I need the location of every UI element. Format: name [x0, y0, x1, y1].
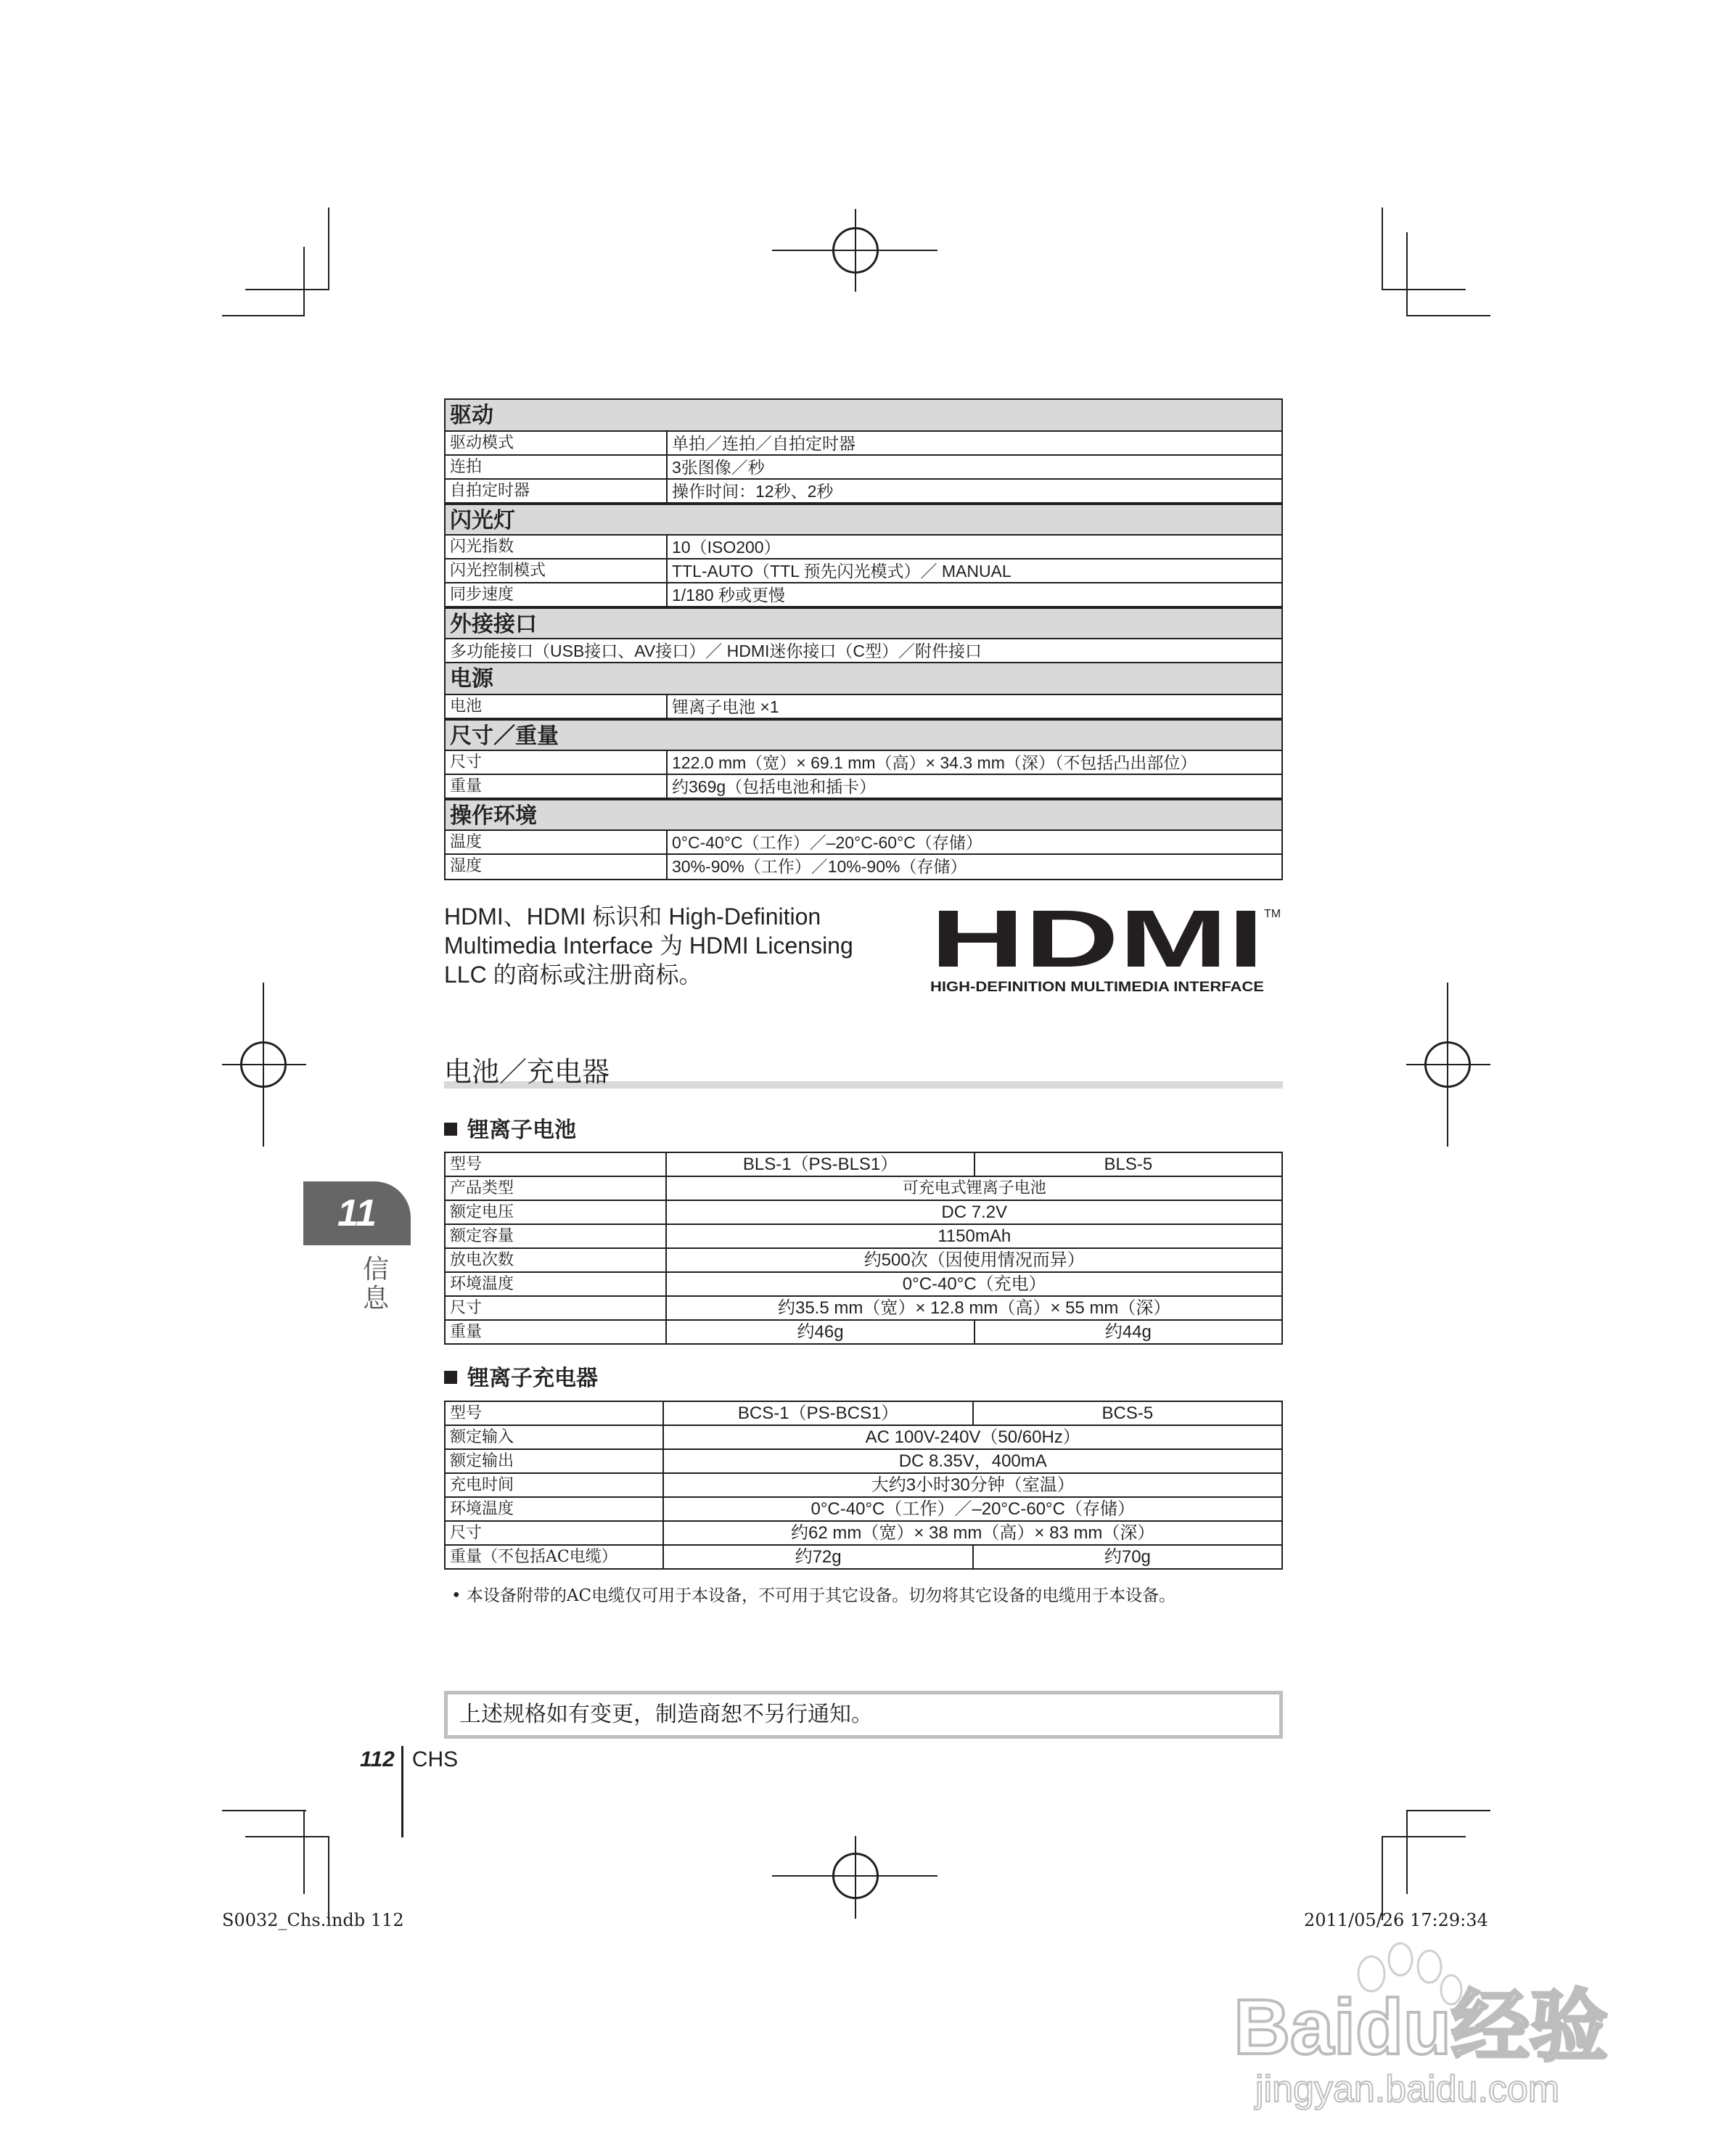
crop-mark — [1406, 1810, 1408, 1894]
crop-mark — [1382, 1836, 1466, 1837]
table-row: 放电次数 约500次（因使用情况而异） — [445, 1248, 1282, 1272]
table-row: 驱动模式 单拍／连拍／自拍定时器 — [446, 432, 1281, 456]
table-row: 型号 BLS-1（PS-BLS1） BLS-5 — [445, 1152, 1282, 1176]
table-row: 多功能接口（USB接口、AV接口）／ HDMI迷你接口（C型）／附件接口 — [446, 639, 1281, 663]
table-row: 额定容量 1150mAh — [445, 1224, 1282, 1248]
charger-table — [444, 1401, 1283, 1570]
registration-target — [832, 227, 879, 274]
table-row: 充电时间 大约3小时30分钟（室温） — [445, 1473, 1282, 1497]
section-header: 外接接口 — [446, 607, 1281, 639]
page-divider — [401, 1746, 403, 1837]
square-bullet-icon — [444, 1371, 457, 1384]
table-row: 闪光控制模式 TTL-AUTO（TTL 预先闪光模式）／ MANUAL — [446, 560, 1281, 583]
table-row: 尺寸 约62 mm（宽）× 38 mm（高）× 83 mm（深） — [445, 1521, 1282, 1545]
footer-timestamp: 2011/05/26 17:29:34 — [1304, 1910, 1488, 1930]
crop-mark — [1406, 315, 1490, 316]
hdmi-logo — [926, 903, 1286, 997]
table-row: 环境温度 0°C-40°C（充电） — [445, 1272, 1282, 1296]
table-row: 型号 BCS-1（PS-BCS1） BCS-5 — [445, 1401, 1282, 1425]
registration-target — [240, 1041, 287, 1088]
section-header: 闪光灯 — [446, 504, 1281, 536]
baidu-watermark — [1219, 1930, 1625, 2112]
section-header: 电源 — [446, 663, 1281, 695]
registration-target — [832, 1853, 879, 1899]
crop-mark — [222, 315, 305, 316]
table-row: 自拍定时器 操作时间：12秒、2秒 — [446, 480, 1281, 504]
table-row: 额定输入 AC 100V-240V（50/60Hz） — [445, 1425, 1282, 1449]
table-row: 环境温度 0°C-40°C（工作）／–20°C-60°C（存储） — [445, 1497, 1282, 1521]
hdmi-logo-tm: TM — [1264, 908, 1281, 920]
table-row: 尺寸 约35.5 mm（宽）× 12.8 mm（高）× 55 mm（深） — [445, 1296, 1282, 1320]
crop-mark — [245, 289, 329, 290]
crop-mark — [245, 1836, 329, 1837]
table-row: 湿度 30%-90%（工作）／10%-90%（存储） — [446, 855, 1281, 879]
table-row: 额定输出 DC 8.35V，400mA — [445, 1449, 1282, 1473]
section-header: 操作环境 — [446, 799, 1281, 831]
table-row: 连拍 3张图像／秒 — [446, 456, 1281, 480]
section-header: 驱动 — [446, 400, 1281, 432]
crop-mark — [1406, 1810, 1490, 1811]
spec-table — [444, 398, 1283, 880]
watermark-url: jingyan.baidu.com — [1255, 2068, 1560, 2110]
crop-mark — [1382, 289, 1466, 290]
table-row: 闪光指数 10（ISO200） — [446, 536, 1281, 560]
table-row: 重量 约46g 约44g — [445, 1320, 1282, 1344]
hdmi-logo-word: HDMI — [930, 903, 1264, 984]
battery-subtitle: 锂离子电池 — [444, 1112, 576, 1144]
chapter-tab: 11 — [303, 1181, 411, 1245]
section-title: 电池／充电器 — [444, 1049, 1283, 1089]
chapter-label: 信息 — [363, 1255, 390, 1313]
crop-mark — [328, 208, 329, 290]
table-row: 重量（不包括AC电缆） 约72g 约70g — [445, 1545, 1282, 1569]
section-header: 尺寸／重量 — [446, 719, 1281, 751]
crop-mark — [1382, 208, 1383, 290]
crop-mark — [1406, 232, 1408, 316]
footer-filename: S0032_Chs.indb 112 — [222, 1910, 404, 1930]
registration-target — [1424, 1041, 1471, 1088]
table-row: 温度 0°C-40°C（工作）／–20°C-60°C（存储） — [446, 831, 1281, 855]
square-bullet-icon — [444, 1123, 457, 1136]
table-row: 电池 锂离子电池 ×1 — [446, 695, 1281, 719]
page-number: 112 CHS — [360, 1747, 459, 1771]
watermark-brand: Baidu经验 — [1234, 1983, 1609, 2070]
table-row: 同步速度 1/180 秒或更慢 — [446, 583, 1281, 607]
note-text: • 本设备附带的AC电缆仅可用于本设备，不可用于其它设备。切勿将其它设备的电缆用于本设备。 — [451, 1586, 1176, 1605]
table-row: 产品类型 可充电式锂离子电池 — [445, 1176, 1282, 1200]
notice-box: 上述规格如有变更，制造商恕不另行通知。 — [444, 1691, 1283, 1739]
crop-mark — [1382, 1836, 1383, 1920]
charger-subtitle: 锂离子充电器 — [444, 1360, 598, 1392]
battery-table — [444, 1152, 1283, 1345]
hdmi-logo-tagline: HIGH-DEFINITION MULTIMEDIA INTERFACE — [930, 980, 1264, 995]
table-row: 尺寸 122.0 mm（宽）× 69.1 mm（高）× 34.3 mm（深）（不包括凸出部位） — [446, 751, 1281, 775]
crop-mark — [303, 1810, 305, 1894]
table-row: 额定电压 DC 7.2V — [445, 1200, 1282, 1224]
crop-mark — [303, 247, 305, 316]
table-row: 重量 约369g（包括电池和插卡） — [446, 775, 1281, 799]
crop-mark — [222, 1810, 306, 1811]
crop-mark — [328, 1836, 329, 1920]
hdmi-trademark-text: HDMI、HDMI 标识和 High-Definition Multimedia Interface 为 HDMI Licensing LLC 的商标或注册商标。 — [444, 903, 853, 988]
